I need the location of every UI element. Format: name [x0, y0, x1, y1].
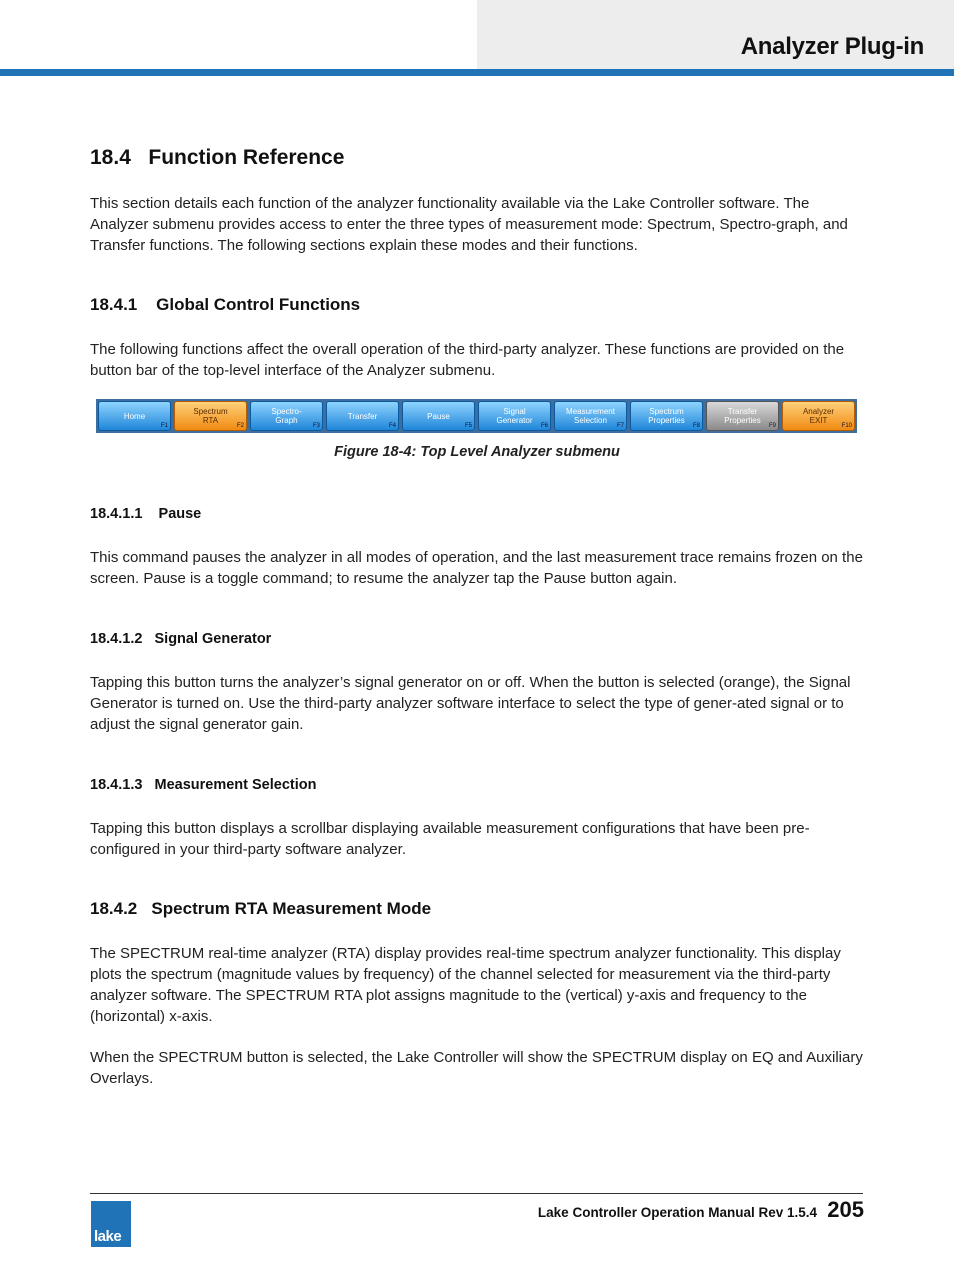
header-rule — [0, 69, 954, 76]
analyzer-button-home[interactable] — [98, 401, 171, 431]
button-label: Signal Generator — [496, 407, 533, 425]
button-label: Spectro- Graph — [271, 407, 302, 425]
page-number: 205 — [827, 1197, 864, 1222]
analyzer-button-transfer[interactable] — [326, 401, 399, 431]
section-18-4-1-paragraph: The following functions affect the overall operation of the third-party analyzer. These functions are provided on the button bar of the top-level interface of the Analyzer submenu. — [90, 341, 845, 379]
function-key-label: F4 — [388, 423, 396, 429]
function-key-label: F9 — [768, 423, 776, 429]
button-label: Pause — [427, 411, 450, 421]
button-label: Spectrum RTA — [193, 407, 228, 425]
section-title-measurement-selection: 18.4.1.3 Measurement Selection — [90, 777, 317, 793]
button-label: Transfer — [347, 411, 378, 421]
section-title-18-4-1: 18.4.1 Global Control Functions — [90, 295, 361, 314]
function-key-label: F8 — [692, 423, 700, 429]
function-key-label: F3 — [312, 423, 320, 429]
analyzer-button-spectrum-properties[interactable] — [630, 401, 703, 431]
section-title-18-4: 18.4 Function Reference — [90, 146, 345, 169]
section-title-signal-generator: 18.4.1.2 Signal Generator — [90, 631, 272, 647]
analyzer-button-measurement-selection[interactable] — [554, 401, 627, 431]
button-label: Measurement Selection — [566, 407, 615, 425]
section-title-pause: 18.4.1.1 Pause — [90, 506, 202, 522]
button-label: Spectrum Properties — [648, 407, 685, 425]
function-key-label: F2 — [236, 423, 244, 429]
function-key-label: F10 — [841, 423, 852, 429]
button-label: Analyzer EXIT — [802, 407, 835, 425]
lake-logo: lake — [91, 1201, 131, 1247]
analyzer-button-bar — [96, 399, 857, 433]
footer-manual-title: Lake Controller Operation Manual Rev 1.5.4 — [537, 1205, 817, 1220]
footer-rule — [90, 1193, 863, 1194]
analyzer-button-pause[interactable] — [402, 401, 475, 431]
function-key-label: F6 — [540, 423, 548, 429]
analyzer-button-spectrum-rta[interactable] — [174, 401, 247, 431]
button-label: Home — [123, 411, 146, 421]
signal-generator-paragraph: Tapping this button turns the analyzer’s signal generator on or off. When the button is selected (orange), the Signal Generator is turned on. Use the third-party analyzer software interface to select the type of gener-ated signal or to adjust the signal generator gain. — [90, 674, 851, 733]
page-header-title: Analyzer Plug-in — [740, 33, 924, 60]
function-key-label: F1 — [160, 423, 168, 429]
function-key-label: F7 — [616, 423, 624, 429]
function-key-label: F5 — [464, 423, 472, 429]
pause-paragraph: This command pauses the analyzer in all modes of operation, and the last measurement trace remains frozen on the screen. Pause is a toggle command; to resume the analyzer tap the Pause button again. — [90, 549, 863, 587]
figure-caption: Figure 18-4: Top Level Analyzer submenu — [334, 444, 620, 460]
button-label: Transfer Properties — [724, 407, 761, 425]
section-18-4-2-paragraph-2: When the SPECTRUM button is selected, the Lake Controller will show the SPECTRUM display on EQ and Auxiliary Overlays. — [90, 1049, 863, 1087]
section-18-4-paragraph: This section details each function of the analyzer functionality available via the Lake Controller software. The Analyzer submenu provides access to enter the three types of measurement mode: Spectrum, Spectro-graph, and Transfer functions. The following sections explain these modes and their functions. — [90, 195, 848, 254]
section-18-4-2-paragraph-1: The SPECTRUM real-time analyzer (RTA) display provides real-time spectrum analyzer functionality. This display plots the spectrum (magnitude values by frequency) of the channel selected for measurement via the third-party analyzer software. The SPECTRUM RTA plot assigns magnitude to the (vertical) y-axis and frequency to the (horizontal) x-axis. — [90, 945, 841, 1025]
analyzer-button-analyzer-exit[interactable] — [782, 401, 855, 431]
section-title-18-4-2: 18.4.2 Spectrum RTA Measurement Mode — [90, 899, 432, 918]
analyzer-button-signal-generator[interactable] — [478, 401, 551, 431]
measurement-selection-paragraph: Tapping this button displays a scrollbar displaying available measurement configurations that have been pre-configured in your third-party software analyzer. — [90, 820, 810, 858]
analyzer-button-spectro-graph[interactable] — [250, 401, 323, 431]
analyzer-button-transfer-properties[interactable] — [706, 401, 779, 431]
